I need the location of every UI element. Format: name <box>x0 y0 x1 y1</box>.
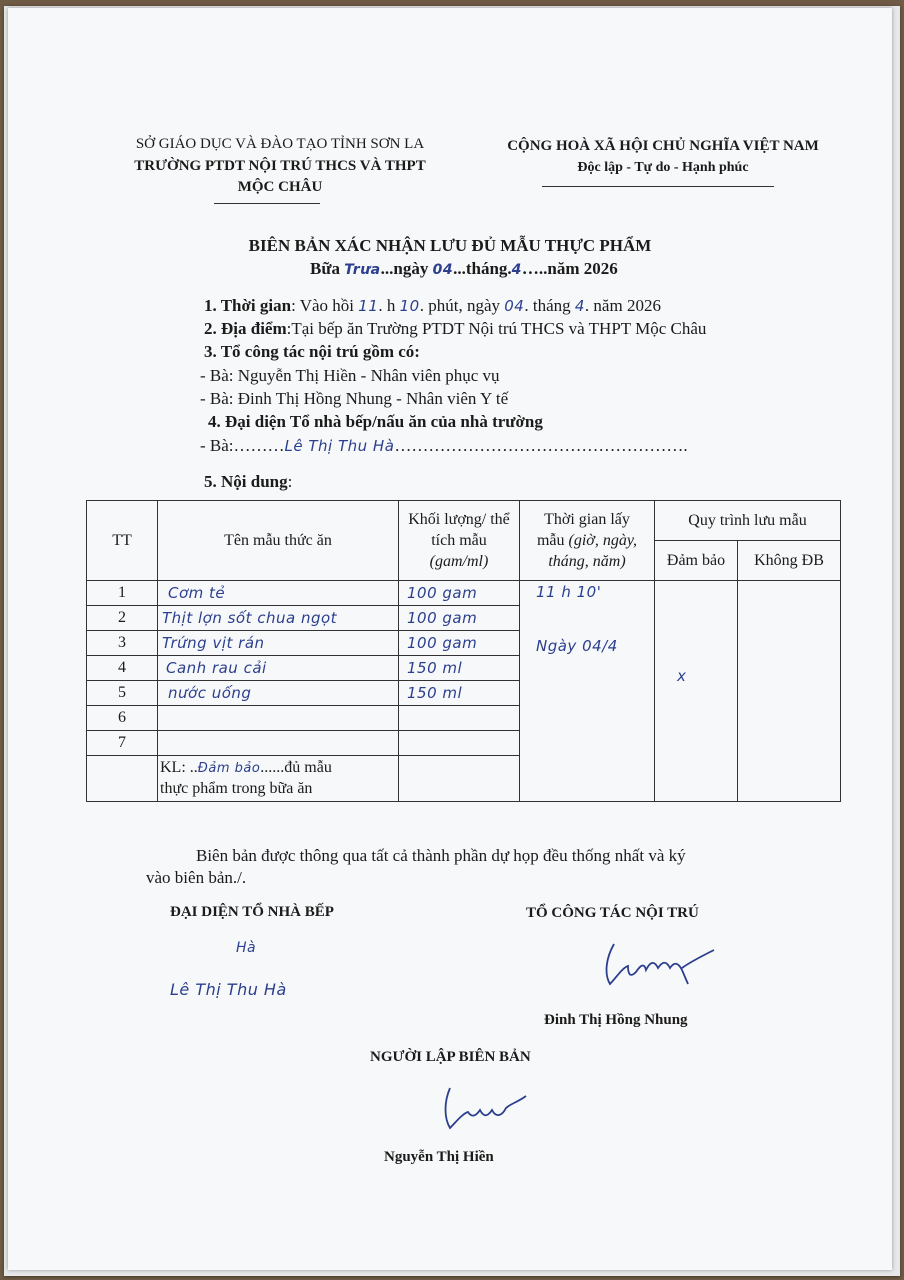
hien-name: Nguyễn Thị Hiền <box>384 1149 494 1165</box>
document-title: BIÊN BẢN XÁC NHẬN LƯU ĐỦ MẪU THỰC PHẨM <box>248 236 652 255</box>
conclusion-handwriting: Đảm bảo <box>197 761 261 776</box>
table-row-number: 7 <box>87 731 158 756</box>
school-location: MỘC CHÂU <box>237 179 323 195</box>
section-time: 1. Thời gian: Vào hồi 11. h 10. phút, ngày 04. tháng 4. năm 2026 <box>204 296 661 315</box>
table-row-number: 5 <box>87 681 158 706</box>
section-team: 3. Tổ công tác nội trú gồm có: <box>204 342 420 361</box>
nhung-signature <box>598 932 718 992</box>
col-header-process: Quy trình lưu mẫu <box>655 501 841 541</box>
table-row-number: 1 <box>87 581 158 606</box>
closing-line-1: Biên bản được thông qua tất cả thành phần dự họp đều thống nhất và ký <box>196 846 686 865</box>
ensured-cell <box>655 581 738 802</box>
table-row-number: 2 <box>87 606 158 631</box>
time-cell <box>520 581 655 802</box>
table-row-weight: 100 gam <box>399 631 520 656</box>
table-row-food: Canh rau cải <box>158 656 399 681</box>
table-row-weight: 150 ml <box>399 681 520 706</box>
preparer-title: NGƯỜI LẬP BIÊN BẢN <box>370 1049 531 1065</box>
kitchen-rep-title: ĐẠI DIỆN TỔ NHÀ BẾP <box>170 904 334 920</box>
national-title: CỘNG HOÀ XÃ HỘI CHỦ NGHĨA VIỆT NAM <box>507 138 819 154</box>
table-row-number: 4 <box>87 656 158 681</box>
sample-time-handwriting: 11 h 10' <box>536 583 602 601</box>
table-row-food: Thịt lợn sốt chua ngọt <box>158 606 399 631</box>
meal-handwriting: Trưa <box>344 262 381 278</box>
document-page <box>8 8 892 1270</box>
nhung-name: Đinh Thị Hồng Nhung <box>544 1012 688 1028</box>
table-row-food: Trứng vịt rán <box>158 631 399 656</box>
col-header-tt: TT <box>87 501 158 581</box>
team-member-2: - Bà: Đinh Thị Hồng Nhung - Nhân viên Y tế <box>200 389 509 408</box>
table-row-weight: 100 gam <box>399 581 520 606</box>
hien-signature <box>432 1082 532 1136</box>
table-row-weight <box>399 706 520 731</box>
school-name: TRƯỜNG PTDT NỘI TRÚ THCS VÀ THPT <box>134 158 426 174</box>
month-handwriting: 4 <box>511 262 522 278</box>
table-row-food <box>158 706 399 731</box>
header-right-underline <box>542 186 774 187</box>
table-row-weight: 100 gam <box>399 606 520 631</box>
kitchen-signature-name: Lê Thị Thu Hà <box>170 980 287 999</box>
not-ensured-cell <box>738 581 841 802</box>
col-header-name: Tên mẫu thức ăn <box>158 501 399 581</box>
table-row-food: nước uống <box>158 681 399 706</box>
table-row-number: 3 <box>87 631 158 656</box>
header-left-underline <box>214 203 320 204</box>
conclusion-weight-cell <box>399 756 520 802</box>
kitchen-rep-name-handwriting: Lê Thị Thu Hà <box>284 437 395 455</box>
table-row-weight: 150 ml <box>399 656 520 681</box>
kitchen-rep-line: - Bà:………Lê Thị Thu Hà……………………………………………. <box>200 436 688 455</box>
col-header-ensured: Đảm bảo <box>655 541 738 581</box>
meal-line: Bữa Trưa...ngày 04...tháng.4…..năm 2026 <box>310 259 618 278</box>
closing-line-2: vào biên bản./. <box>146 868 247 887</box>
kitchen-signature-mark: Hà <box>236 940 257 956</box>
sample-date-handwriting: Ngày 04/4 <box>536 637 618 655</box>
ensured-mark: x <box>677 667 687 685</box>
col-header-time: Thời gian lấy mẫu (giờ, ngày, tháng, năm) <box>520 501 655 581</box>
table-row-weight <box>399 731 520 756</box>
team-member-1: - Bà: Nguyễn Thị Hiền - Nhân viên phục vụ <box>200 366 500 385</box>
day-handwriting: 04 <box>432 262 454 278</box>
table-row-food: Cơm tẻ <box>158 581 399 606</box>
col-header-weight: Khối lượng/ thể tích mẫu (gam/ml) <box>399 501 520 581</box>
table-row-number: 6 <box>87 706 158 731</box>
conclusion-cell: KL: ..Đảm bảo......đủ mẫu thực phẩm trong bữa ăn <box>158 756 399 802</box>
section-location: 2. Địa điểm:Tại bếp ăn Trường PTDT Nội trú THCS và THPT Mộc Châu <box>204 319 707 338</box>
boarding-team-title: TỔ CÔNG TÁC NỘI TRÚ <box>526 905 699 921</box>
department-name: SỞ GIÁO DỤC VÀ ĐÀO TẠO TỈNH SƠN LA <box>135 136 425 152</box>
section-kitchen-rep: 4. Đại diện Tổ nhà bếp/nấu ăn của nhà trường <box>208 412 543 431</box>
conclusion-spacer <box>87 756 158 802</box>
col-header-not-ensured: Không ĐB <box>738 541 841 581</box>
section-content: 5. Nội dung: <box>204 472 293 491</box>
national-motto: Độc lập - Tự do - Hạnh phúc <box>577 160 749 175</box>
table-row-food <box>158 731 399 756</box>
sample-table <box>86 500 841 802</box>
